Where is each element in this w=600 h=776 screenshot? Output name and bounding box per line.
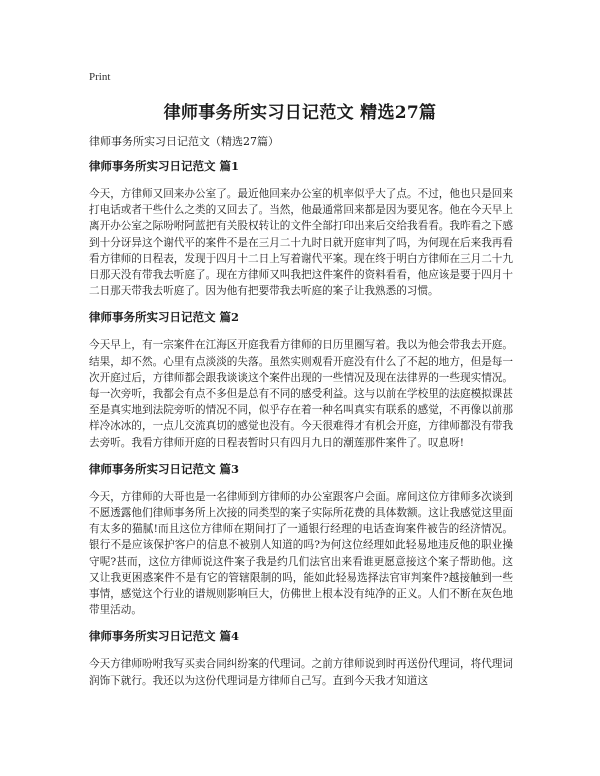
article-body — [89, 158, 513, 699]
section-paragraph-3: 今天，方律师的大哥也是一名律师到方律师的办公室跟客户会面。席间这位方律师多次谈到不愿透露他们律师事务所上次接的同类型的案子实际所花费的具体数额。这让我感觉这里面有太多的猫腻!而且这位方律师在期间打了一通银行经理的电话查询案件被告的经济情况。银行不是应该保护客户的信息不被别人知道的吗?为何这位经理如此轻易地违反他的职业操守呢?甚而，这位方律师说这件案子我是约几们法官出来看谁更愿意接这个案子帮助他。这又让我更困惑案件不是有它的管辖限制的吗，能如此轻易选择法官审判案件?越接触到一些事情，感觉这个行业的谱规则影响巨大，仿佛世上根本没有纯净的正义。人们不断在灰色地带里活动。 — [89, 490, 513, 617]
section-heading-4: 律师事务所实习日记范文 篇4 — [89, 629, 240, 644]
page-title: 律师事务所实习日记范文 精选27篇 — [163, 103, 437, 123]
section-heading-2: 律师事务所实习日记范文 篇2 — [89, 310, 240, 325]
section-heading-1: 律师事务所实习日记范文 篇1 — [89, 159, 240, 173]
section-paragraph-4: 今天方律师吩咐我写买卖合同纠纷案的代理词。之前方律师说到时再送份代理词，将代理词润饰下就行。我还以为这份代理词是方律师自己写。直到今天我才知道这 — [89, 658, 513, 687]
document-subtitle: 律师事务所实习日记范文（精选27篇） — [89, 135, 279, 148]
section-paragraph-2: 今天早上，有一宗案件在江海区开庭我看方律师的日历里圈写着。我以为他会带我去开庭。结果，却不然。心里有点淡淡的失落。虽然实则观看开庭没有什么了不起的地方，但是每一次开庭过后，方律师都会跟我谈谈这个案件出现的一些情况及现在法律界的一些现实情况。每一次旁听，我都会有点不多但是总有不同的感受利益。这与以前在学校里的法庭模拟课甚至是真实地到法院旁听的情况不同，似乎存在着一种名叫真实有联系的感觉，不再像以前那样冷冰冰的，一点儿交流真切的感觉也没有。今天很难得才有机会开庭，方律师都没有带我去旁听。我看方律师开庭的日程表暂时只有四月九日的潮莲那件案件了。叹息呀! — [89, 339, 513, 449]
section-paragraph-1: 今天，方律师又回来办公室了。最近他回来办公室的机率似乎大了点。不过，他也只是回来打电话或者干些什么之类的又回去了。当然，他最通常回来都是因为要见客。他在今天早上离开办公室之际吩咐阿蓝把有关股权转让的文件全部打印出来后交给我看看。我昨看之下感到十分讶异这个谢代平的案件不是在三月二十九时日就开庭审判了吗，为何现在后来我再看看方律师的日程表，发现于四月十二日上写着谢代平案。现在终于明白方律师在三月二十九日那天没有带我去听庭了。现在方律师又叫我把这件案件的资料看看，他应该是要于四月十二日那天带我去听庭了。因为他有把要带我去听庭的案子让我熟悉的习惯。 — [89, 188, 513, 298]
section-heading-3: 律师事务所实习日记范文 篇3 — [89, 461, 240, 476]
print-link[interactable]: Print — [89, 71, 111, 83]
